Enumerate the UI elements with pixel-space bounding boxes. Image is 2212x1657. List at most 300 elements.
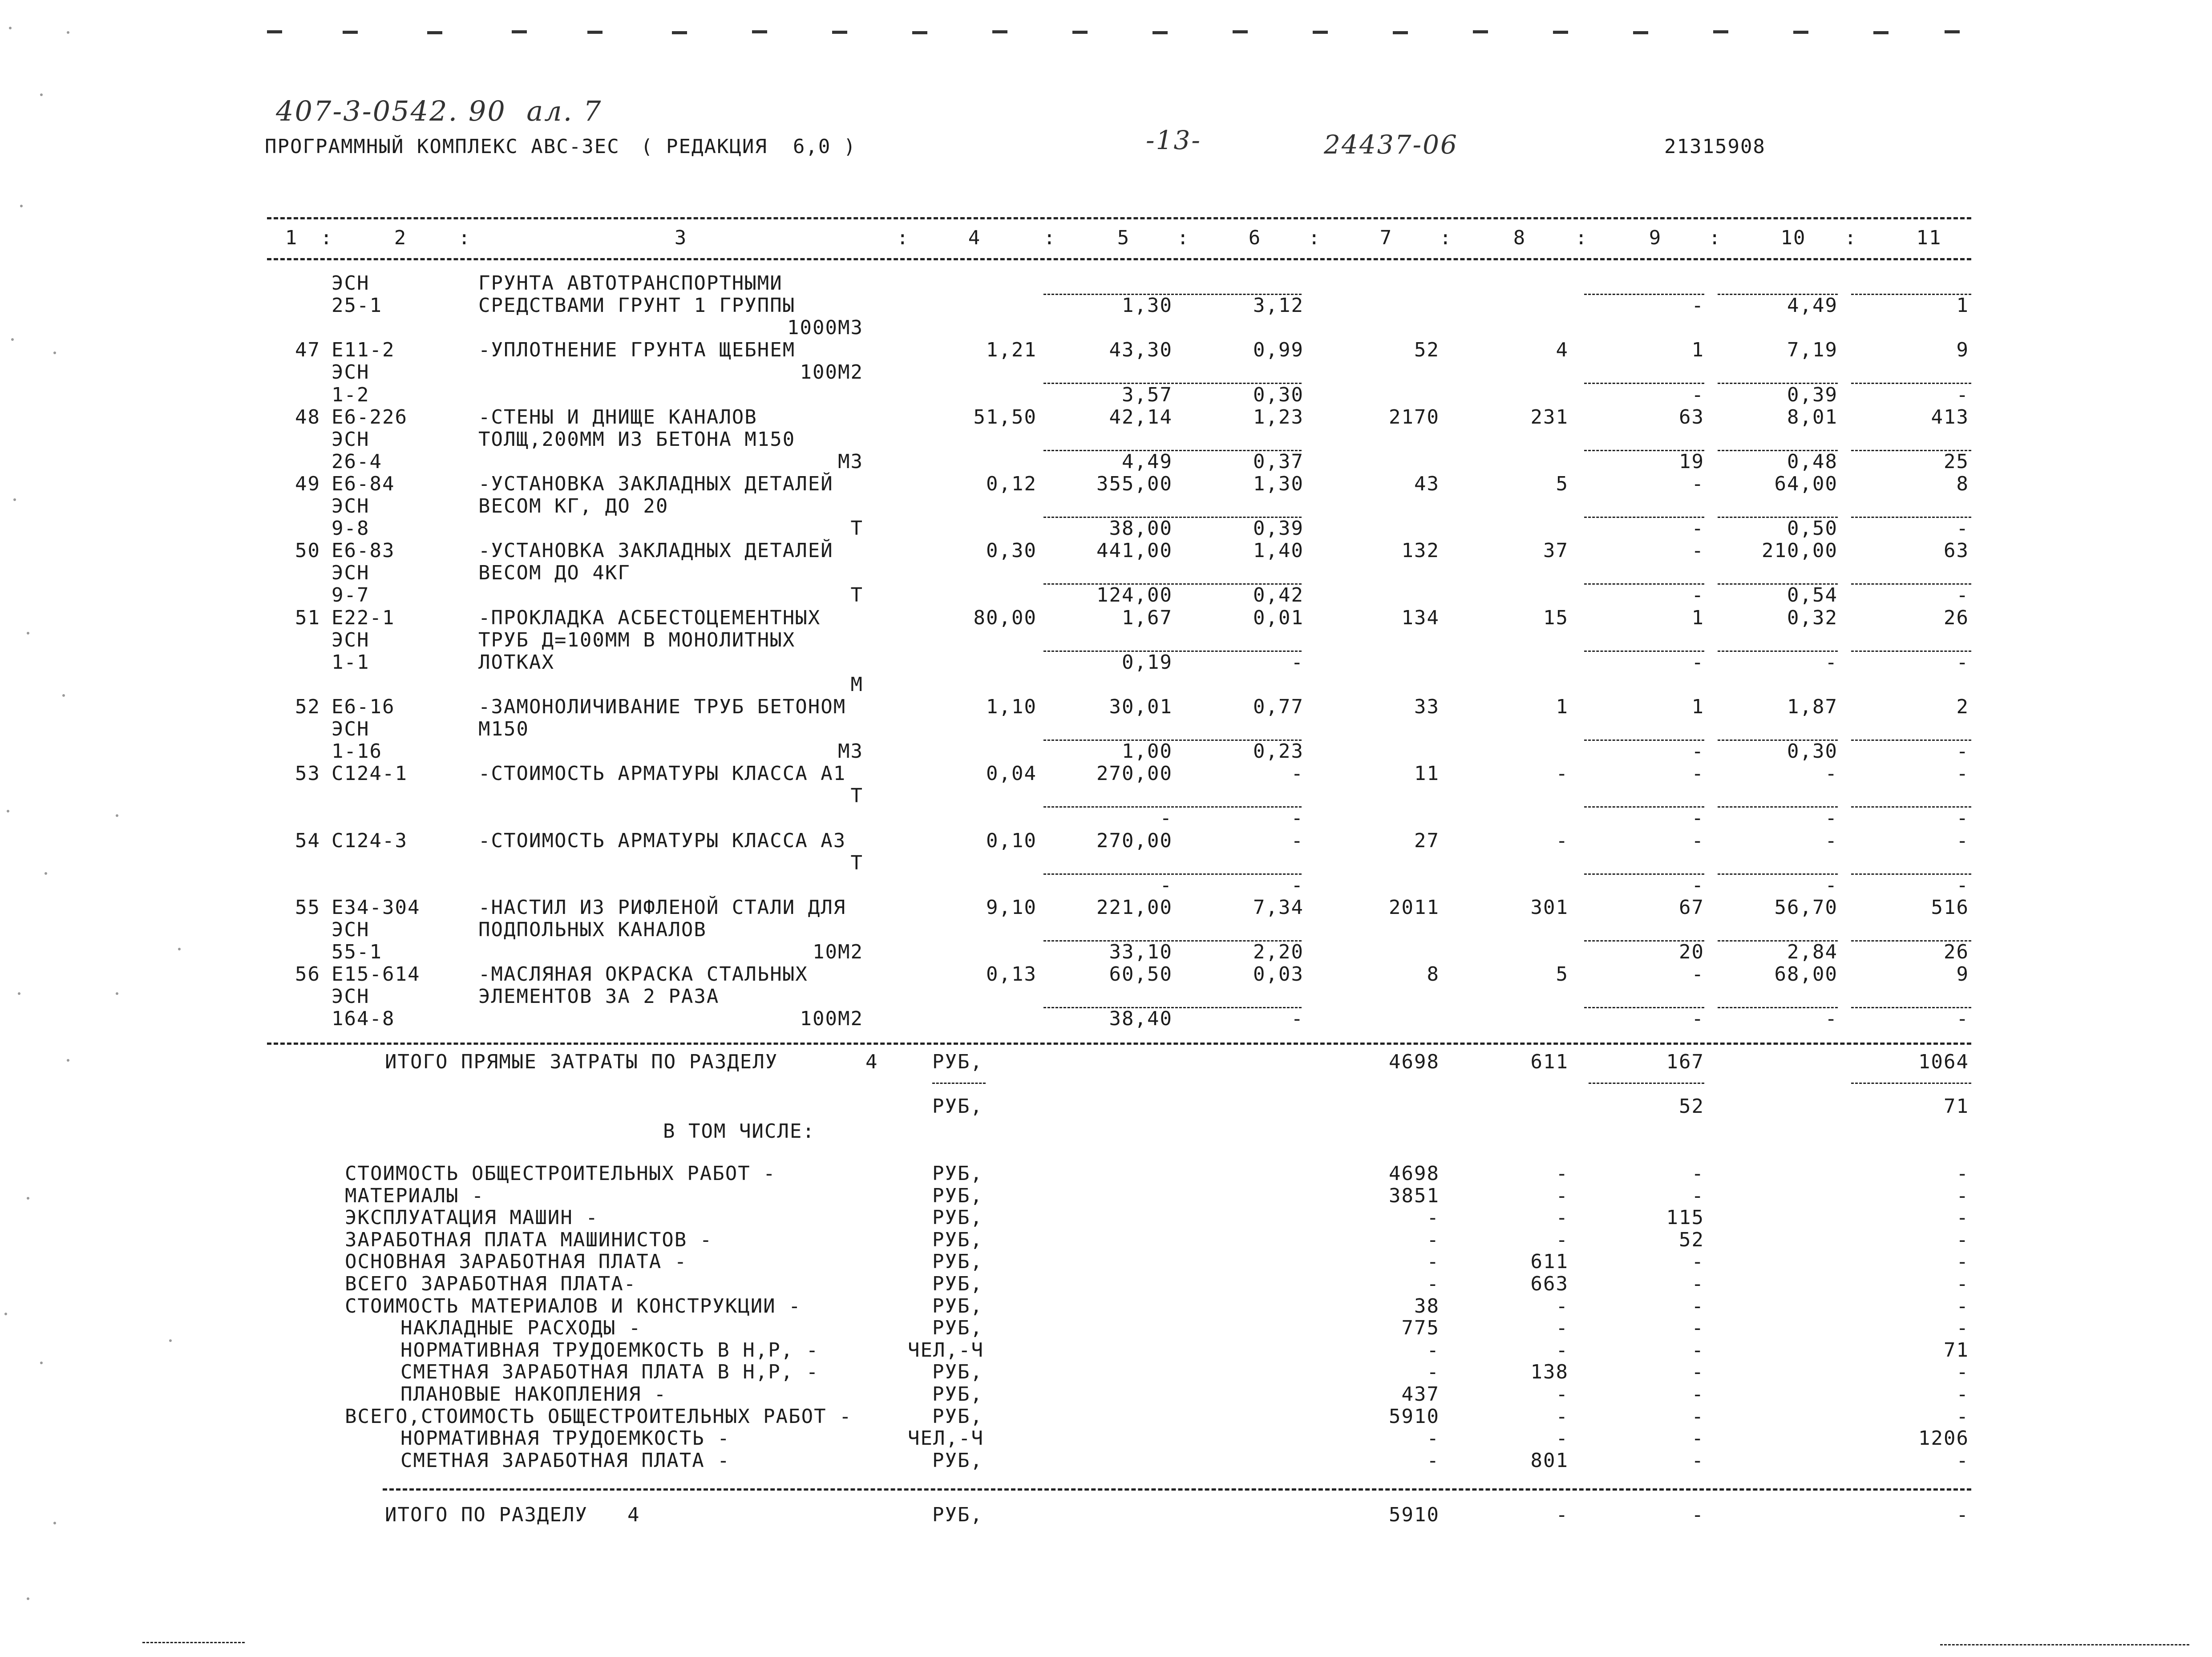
summary-col9: - (1691, 1361, 1704, 1383)
table-cell-c9: 19 (1679, 450, 1704, 473)
sub-rule-11 (1851, 806, 1971, 808)
table-cell-c5: 355,00 (1096, 473, 1173, 495)
edge-dash (1945, 30, 1960, 33)
unit-underline (932, 1083, 986, 1084)
edge-dash (1553, 31, 1568, 34)
table-cell-c9: - (1691, 807, 1704, 829)
summary-label: СТОИМОСТЬ МАТЕРИАЛОВ И КОНСТРУКЦИИ - (345, 1295, 801, 1318)
scan-speck (27, 1597, 29, 1600)
sub-rule-56 (1043, 294, 1302, 295)
column-separator: : (1440, 226, 1452, 249)
summary-col11: - (1956, 1405, 1969, 1428)
table-cell-c5: 270,00 (1096, 762, 1173, 785)
table-cell-c8: 5 (1556, 963, 1569, 986)
table-cell-c10: 0,50 (1787, 517, 1838, 540)
table-cell-c6: 0,39 (1253, 517, 1304, 540)
summary-col9: - (1691, 1383, 1704, 1406)
column-separator: : (1043, 226, 1056, 249)
summary-unit: ЧЕЛ,-Ч (908, 1427, 984, 1450)
table-cell-code: 1-2 (332, 384, 370, 406)
col11-underline (1851, 1083, 1971, 1084)
edge-dash (343, 31, 358, 34)
table-cell-c6: 7,34 (1253, 896, 1304, 919)
table-cell-c7: 132 (1401, 539, 1440, 562)
summary-col11: - (1956, 1229, 1969, 1251)
summary-col9: - (1691, 1449, 1704, 1472)
table-cell-c6: 0,42 (1253, 584, 1304, 606)
sub-rule-9 (1584, 940, 1704, 942)
table-cell-n: 52 (295, 695, 320, 718)
table-cell-c5: - (1160, 874, 1173, 897)
sub-rule-10 (1718, 517, 1838, 518)
summary-col9: - (1691, 1339, 1704, 1362)
sub-rule-10 (1718, 740, 1838, 741)
summary-col8: - (1556, 1427, 1569, 1450)
table-cell-code: ЭСН (332, 361, 370, 384)
table-cell-c5: 33,10 (1109, 941, 1173, 963)
totals-rule (267, 1043, 1971, 1045)
sub-rule-9 (1584, 294, 1704, 295)
summary-col9: 115 (1666, 1206, 1704, 1229)
edge-dash (267, 30, 282, 33)
edge-dash (1713, 30, 1728, 33)
table-cell-name: М150 (478, 718, 529, 740)
summary-col7: 38 (1414, 1295, 1440, 1318)
scan-speck (27, 1197, 29, 1200)
table-cell-c10: 0,48 (1787, 450, 1838, 473)
table-cell-c9: 1 (1691, 606, 1704, 629)
edge-dash (1072, 31, 1088, 34)
header-rule-top (267, 217, 1971, 219)
table-cell-c6: 3,12 (1253, 294, 1304, 317)
final-rule (383, 1488, 1971, 1491)
table-cell-c8: - (1556, 762, 1569, 785)
summary-col7: 5910 (1389, 1405, 1440, 1428)
table-cell-c7: 43 (1414, 473, 1440, 495)
summary-label: СТОИМОСТЬ ОБЩЕСТРОИТЕЛЬНЫХ РАБОТ - (345, 1162, 776, 1185)
scan-speck (11, 338, 14, 341)
summary-label: ЗАРАБОТНАЯ ПЛАТА МАШИНИСТОВ - (345, 1229, 713, 1251)
table-cell-c9: 1 (1691, 339, 1704, 361)
table-cell-c9: - (1691, 384, 1704, 406)
document-number: 21315908 (1664, 135, 1766, 158)
column-header-6: 6 (1248, 226, 1262, 249)
table-cell-c9: - (1691, 963, 1704, 986)
edge-dash (1873, 31, 1888, 34)
table-cell-c9: 1 (1691, 695, 1704, 718)
summary-col11: - (1956, 1295, 1969, 1318)
second-col11: 71 (1944, 1095, 1969, 1118)
table-cell-c4: 51,50 (973, 406, 1037, 428)
scan-speck (18, 992, 20, 995)
sub-rule-9 (1584, 583, 1704, 585)
summary-unit: РУБ, (932, 1361, 983, 1383)
sub-rule-10 (1718, 450, 1838, 451)
table-cell-c11: 413 (1931, 406, 1969, 428)
table-cell-c10: 68,00 (1774, 963, 1838, 986)
summary-col9: 52 (1679, 1229, 1704, 1251)
table-cell-name: -УПЛОТНЕНИЕ ГРУНТА ЩЕБНЕМ (478, 339, 796, 361)
table-cell-c11: - (1956, 762, 1969, 785)
column-header-11: 11 (1916, 226, 1942, 249)
table-cell-c10: 2,84 (1787, 941, 1838, 963)
sub-rule-10 (1718, 940, 1838, 942)
scan-speck (9, 27, 12, 29)
table-cell-c7: 52 (1414, 339, 1440, 361)
table-cell-c10: - (1825, 829, 1838, 852)
summary-unit: РУБ, (932, 1250, 983, 1273)
summary-col8: - (1556, 1184, 1569, 1207)
table-cell-c7: 27 (1414, 829, 1440, 852)
summary-label: МАТЕРИАЛЫ - (345, 1184, 485, 1207)
sub-rule-56 (1043, 450, 1302, 451)
summary-col11: - (1956, 1184, 1969, 1207)
final-section: 4 (627, 1503, 640, 1526)
table-cell-unit: Т (850, 517, 863, 540)
sub-rule-11 (1851, 940, 1971, 942)
direct-costs-col7: 4698 (1389, 1051, 1440, 1073)
handwritten-number: 24437-06 (1324, 129, 1458, 160)
sub-rule-10 (1718, 583, 1838, 585)
edge-dash (1313, 31, 1328, 34)
summary-col9: - (1691, 1184, 1704, 1207)
edge-dash (992, 30, 1007, 33)
table-cell-code: Е34-304 (332, 896, 421, 919)
final-unit: РУБ, (932, 1503, 983, 1526)
table-cell-name: ТОЛЩ,200ММ ИЗ БЕТОНА М150 (478, 428, 796, 451)
table-cell-n: 56 (295, 963, 320, 986)
table-cell-c4: 1,21 (986, 339, 1037, 361)
including-heading: В ТОМ ЧИСЛЕ: (663, 1120, 815, 1143)
summary-col7: 4698 (1389, 1162, 1440, 1185)
table-cell-c5: - (1160, 807, 1173, 829)
scan-speck (40, 1362, 43, 1364)
summary-label: ЭКСПЛУАТАЦИЯ МАШИН - (345, 1206, 598, 1229)
table-cell-unit: Т (850, 852, 863, 874)
column-separator: : (1177, 226, 1190, 249)
table-cell-c4: 1,10 (986, 695, 1037, 718)
table-cell-c10: 64,00 (1774, 473, 1838, 495)
table-cell-c4: 0,13 (986, 963, 1037, 986)
sub-rule-56 (1043, 873, 1302, 875)
table-cell-c9: 67 (1679, 896, 1704, 919)
table-cell-name: ВЕСОМ КГ, ДО 20 (478, 495, 669, 517)
table-cell-c11: - (1956, 517, 1969, 540)
table-cell-unit: 100М2 (800, 361, 863, 384)
final-label: ИТОГО ПО РАЗДЕЛУ (385, 1503, 588, 1526)
table-cell-c5: 38,40 (1109, 1007, 1173, 1030)
sub-rule-56 (1043, 383, 1302, 384)
summary-col8: - (1556, 1295, 1569, 1318)
table-cell-c6: 0,01 (1253, 606, 1304, 629)
summary-col7: - (1427, 1273, 1440, 1295)
table-cell-c5: 221,00 (1096, 896, 1173, 919)
table-cell-c11: 8 (1956, 473, 1969, 495)
table-cell-code: 25-1 (332, 294, 382, 317)
table-cell-c11: 516 (1931, 896, 1969, 919)
summary-col11: - (1956, 1383, 1969, 1406)
table-cell-c5: 441,00 (1096, 539, 1173, 562)
table-cell-c11: 9 (1956, 963, 1969, 986)
table-cell-code: С124-3 (332, 829, 408, 852)
edge-dash (752, 30, 767, 33)
scan-speck (13, 498, 16, 501)
scan-speck (67, 31, 69, 34)
table-cell-unit: Т (850, 784, 863, 807)
summary-col7: - (1427, 1206, 1440, 1229)
sub-rule-56 (1043, 806, 1302, 808)
column-separator: : (897, 226, 910, 249)
sub-rule-9 (1584, 383, 1704, 384)
table-cell-code: Е11-2 (332, 339, 395, 361)
table-cell-c9: - (1691, 740, 1704, 763)
table-cell-unit: 100М2 (800, 1007, 863, 1030)
sub-rule-9 (1584, 873, 1704, 875)
summary-col7: - (1427, 1339, 1440, 1362)
sub-rule-10 (1718, 294, 1838, 295)
table-cell-c5: 0,19 (1122, 651, 1173, 674)
summary-col8: - (1556, 1339, 1569, 1362)
table-cell-c9: - (1691, 1007, 1704, 1030)
table-cell-c6: - (1291, 829, 1304, 852)
table-cell-name: -ПРОКЛАДКА АСБЕСТОЦЕМЕНТНЫХ (478, 606, 821, 629)
edge-dash (672, 31, 687, 34)
edge-dash (1233, 30, 1248, 33)
table-cell-unit: Т (850, 584, 863, 606)
summary-col11: - (1956, 1250, 1969, 1273)
table-cell-name: СРЕДСТВАМИ ГРУНТ 1 ГРУППЫ (478, 294, 796, 317)
table-cell-c9: - (1691, 651, 1704, 674)
summary-col7: 437 (1401, 1383, 1440, 1406)
summary-col7: - (1427, 1449, 1440, 1472)
sub-rule-56 (1043, 583, 1302, 585)
final-col8: - (1556, 1503, 1569, 1526)
sub-rule-11 (1851, 740, 1971, 741)
table-cell-c9: - (1691, 584, 1704, 606)
table-cell-code: Е6-226 (332, 406, 408, 428)
sub-rule-10 (1718, 383, 1838, 384)
table-cell-c10: 56,70 (1774, 896, 1838, 919)
table-cell-c8: 301 (1530, 896, 1569, 919)
summary-col8: - (1556, 1229, 1569, 1251)
table-cell-c11: 26 (1944, 606, 1969, 629)
table-cell-c6: 1,23 (1253, 406, 1304, 428)
sub-rule-56 (1043, 651, 1302, 652)
table-cell-c5: 60,50 (1109, 963, 1173, 986)
table-cell-c10: - (1825, 1007, 1838, 1030)
table-cell-c6: - (1291, 762, 1304, 785)
sub-rule-56 (1043, 740, 1302, 741)
summary-label: СМЕТНАЯ ЗАРАБОТНАЯ ПЛАТА - (400, 1449, 730, 1472)
summary-col8: - (1556, 1317, 1569, 1339)
summary-col7: - (1427, 1361, 1440, 1383)
table-cell-code: ЭСН (332, 562, 370, 584)
summary-col8: - (1556, 1162, 1569, 1185)
summary-label: НОРМАТИВНАЯ ТРУДОЕМКОСТЬ В Н,Р, - (400, 1339, 819, 1362)
table-cell-name: ПОДПОЛЬНЫХ КАНАЛОВ (478, 918, 707, 941)
table-cell-unit: М3 (838, 740, 863, 763)
table-cell-c5: 38,00 (1109, 517, 1173, 540)
table-cell-unit: 10М2 (813, 941, 863, 963)
summary-col8: - (1556, 1405, 1569, 1428)
bottom-edge-mark (1940, 1644, 2189, 1645)
summary-col9: - (1691, 1405, 1704, 1428)
table-cell-c8: 231 (1530, 406, 1569, 428)
table-cell-c6: - (1291, 874, 1304, 897)
table-cell-c7: 2170 (1389, 406, 1440, 428)
scan-speck (53, 352, 56, 354)
table-cell-code: ЭСН (332, 718, 370, 740)
table-cell-c6: 1,40 (1253, 539, 1304, 562)
column-separator: : (1575, 226, 1588, 249)
summary-unit: РУБ, (932, 1405, 983, 1428)
table-cell-n: 54 (295, 829, 320, 852)
summary-col9: - (1691, 1162, 1704, 1185)
table-cell-c6: 0,99 (1253, 339, 1304, 361)
scan-speck (116, 992, 118, 995)
table-cell-c5: 270,00 (1096, 829, 1173, 852)
edge-dash (1793, 31, 1808, 34)
direct-costs-unit: РУБ, (932, 1051, 983, 1073)
summary-unit: РУБ, (932, 1162, 983, 1185)
table-cell-n: 49 (295, 473, 320, 495)
table-cell-name: -СТЕНЫ И ДНИЩЕ КАНАЛОВ (478, 406, 757, 428)
summary-col11: 1206 (1918, 1427, 1969, 1450)
summary-col11: - (1956, 1206, 1969, 1229)
table-cell-c11: - (1956, 874, 1969, 897)
table-cell-c9: - (1691, 762, 1704, 785)
column-separator: : (1844, 226, 1857, 249)
summary-col8: - (1556, 1206, 1569, 1229)
table-cell-c10: 4,49 (1787, 294, 1838, 317)
scan-speck (169, 1339, 172, 1342)
table-cell-c10: 0,32 (1787, 606, 1838, 629)
table-cell-code: ЭСН (332, 918, 370, 941)
col9-underline (1589, 1083, 1704, 1084)
table-cell-c8: 15 (1543, 606, 1569, 629)
summary-col11: - (1956, 1273, 1969, 1295)
handwritten-code: 407-3-0542. 90 ал. 7 (276, 95, 603, 127)
table-cell-c7: 8 (1427, 963, 1440, 986)
edge-dash (1153, 31, 1168, 34)
table-cell-code: Е6-84 (332, 473, 395, 495)
summary-unit: РУБ, (932, 1184, 983, 1207)
direct-costs-label: ИТОГО ПРЯМЫЕ ЗАТРАТЫ ПО РАЗДЕЛУ (385, 1051, 778, 1073)
sub-rule-9 (1584, 740, 1704, 741)
table-cell-c5: 43,30 (1109, 339, 1173, 361)
scan-speck (44, 872, 47, 875)
summary-col11: - (1956, 1449, 1969, 1472)
scan-speck (20, 205, 23, 207)
table-cell-c9: - (1691, 294, 1704, 317)
table-cell-c8: - (1556, 829, 1569, 852)
table-cell-c11: 63 (1944, 539, 1969, 562)
summary-label: СМЕТНАЯ ЗАРАБОТНАЯ ПЛАТА В Н,Р, - (400, 1361, 819, 1383)
table-cell-name: ВЕСОМ ДО 4КГ (478, 562, 631, 584)
summary-col9: - (1691, 1427, 1704, 1450)
scan-speck (116, 814, 118, 817)
sub-rule-9 (1584, 651, 1704, 652)
summary-col7: 3851 (1389, 1184, 1440, 1207)
table-cell-n: 50 (295, 539, 320, 562)
table-cell-c10: - (1825, 874, 1838, 897)
summary-unit: ЧЕЛ,-Ч (908, 1339, 984, 1362)
table-cell-code: 55-1 (332, 941, 382, 963)
program-name: ПРОГРАММНЫЙ КОМПЛЕКС АВС-3ЕС (265, 135, 620, 158)
column-separator: : (320, 226, 333, 249)
table-cell-c6: - (1291, 1007, 1304, 1030)
table-cell-n: 48 (295, 406, 320, 428)
summary-col8: 801 (1530, 1449, 1569, 1472)
table-cell-code: ЭСН (332, 629, 370, 651)
sub-rule-10 (1718, 651, 1838, 652)
table-cell-name: ЛОТКАХ (478, 651, 554, 674)
summary-col9: - (1691, 1295, 1704, 1318)
column-header-2: 2 (394, 226, 407, 249)
bottom-left-mark (142, 1642, 245, 1643)
sub-rule-10 (1718, 873, 1838, 875)
table-cell-c6: 0,03 (1253, 963, 1304, 986)
table-cell-code: 26-4 (332, 450, 382, 473)
table-cell-c6: 0,77 (1253, 695, 1304, 718)
final-col9: - (1691, 1503, 1704, 1526)
column-header-5: 5 (1117, 226, 1130, 249)
table-cell-c7: 2011 (1389, 896, 1440, 919)
table-cell-code: ЭСН (332, 428, 370, 451)
table-cell-c8: 4 (1556, 339, 1569, 361)
scan-speck (53, 1522, 56, 1524)
table-cell-c9: - (1691, 517, 1704, 540)
summary-col7: - (1427, 1229, 1440, 1251)
edge-dash (1473, 30, 1488, 33)
scan-speck (178, 948, 181, 950)
table-cell-code: Е22-1 (332, 606, 395, 629)
sub-rule-11 (1851, 651, 1971, 652)
sub-rule-11 (1851, 1007, 1971, 1008)
summary-col8: 611 (1530, 1250, 1569, 1273)
scan-speck (67, 1059, 69, 1062)
table-cell-c10: 210,00 (1762, 539, 1838, 562)
sub-rule-9 (1584, 450, 1704, 451)
summary-unit: РУБ, (932, 1383, 983, 1406)
table-cell-unit: М3 (838, 450, 863, 473)
table-cell-code: 1-1 (332, 651, 370, 674)
table-cell-code: С124-1 (332, 762, 408, 785)
table-cell-code: ЭСН (332, 985, 370, 1008)
table-cell-c6: 0,30 (1253, 384, 1304, 406)
table-cell-c10: 1,87 (1787, 695, 1838, 718)
edge-dash (512, 30, 527, 33)
table-cell-c5: 4,49 (1122, 450, 1173, 473)
table-cell-name: ТРУБ Д=100ММ В МОНОЛИТНЫХ (478, 629, 796, 651)
table-cell-c7: 134 (1401, 606, 1440, 629)
table-cell-c4: 9,10 (986, 896, 1037, 919)
table-cell-c10: 0,54 (1787, 584, 1838, 606)
table-cell-c5: 124,00 (1096, 584, 1173, 606)
table-cell-c7: 11 (1414, 762, 1440, 785)
table-cell-c5: 3,57 (1122, 384, 1173, 406)
summary-col8: - (1556, 1383, 1569, 1406)
sub-rule-56 (1043, 940, 1302, 942)
table-cell-c9: - (1691, 539, 1704, 562)
summary-col11: - (1956, 1317, 1969, 1339)
table-cell-code: Е6-83 (332, 539, 395, 562)
table-cell-c8: 5 (1556, 473, 1569, 495)
table-cell-c10: - (1825, 762, 1838, 785)
summary-col11: - (1956, 1361, 1969, 1383)
table-cell-c11: 9 (1956, 339, 1969, 361)
table-cell-c4: 0,04 (986, 762, 1037, 785)
